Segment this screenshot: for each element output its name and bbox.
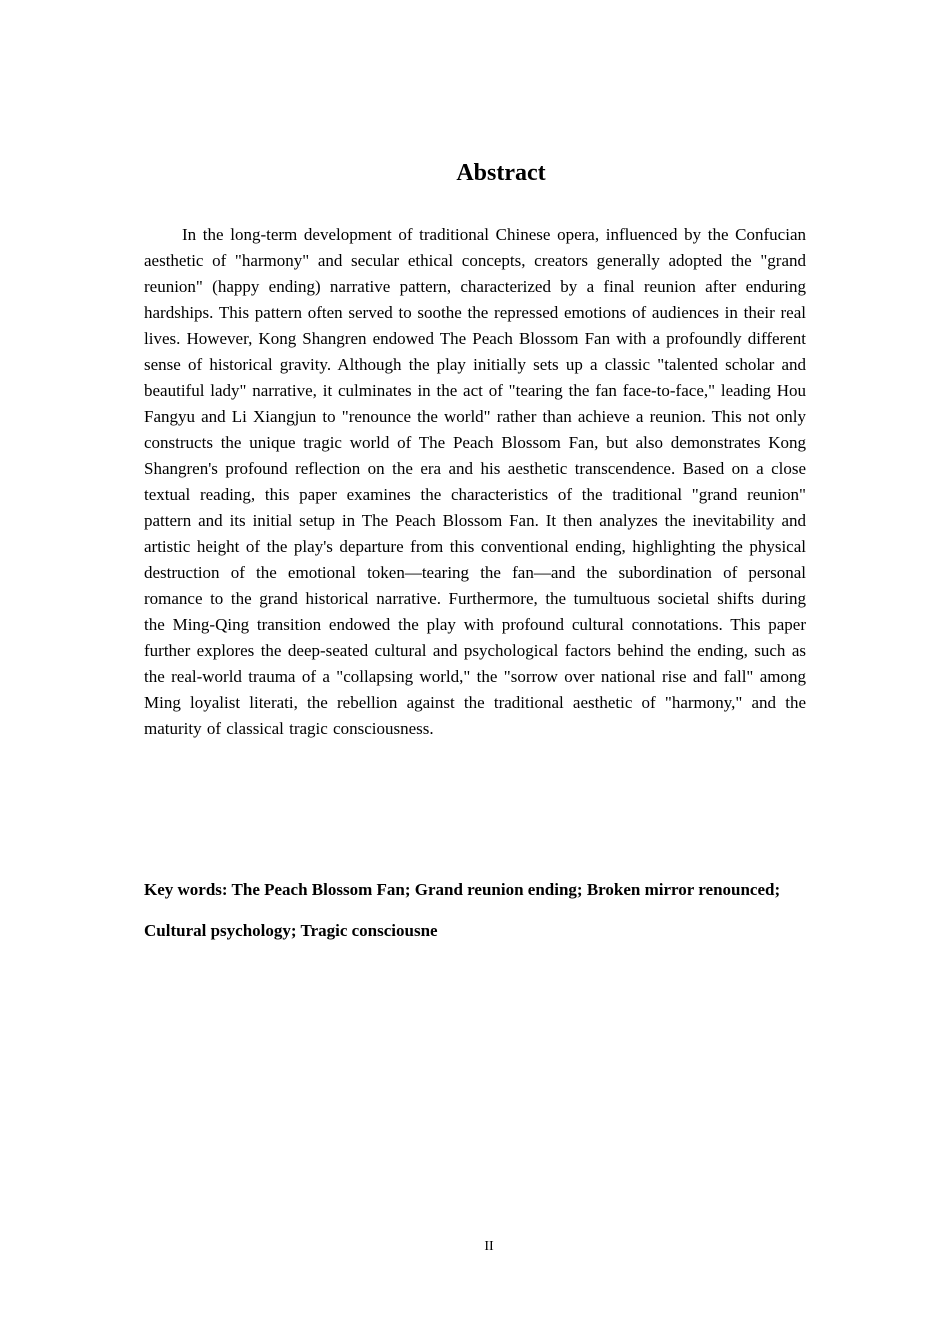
- keywords-section: [144, 869, 806, 951]
- abstract-title: Abstract: [456, 160, 546, 186]
- abstract-body: In the long-term development of traditional Chinese opera, influenced by the Confucian aesthetic of "harmony" and secular ethical concepts, creators generally adopted the "grand reunion" (happy ending) narrative pattern, characterized by a final reunion after enduring hardships. This pattern often served to soothe the repressed emotions of audiences in their real lives. However, Kong Shangren endowed The Peach Blossom Fan with a profoundly different sense of historical gravity. Although the play initially sets up a classic "talented scholar and beautiful lady" narrative, it culminates in the act of "tearing the fan face-to-face," leading Hou Fangyu and Li Xiangjun to "renounce the world" rather than achieve a reunion. This not only constructs the unique tragic world of The Peach Blossom Fan, but also demonstrates Kong Shangren's profound reflection on the era and his aesthetic transcendence. Based on a close textual reading, this paper examines the characteristics of the traditional "grand reunion" pattern and its initial setup in The Peach Blossom Fan. It then analyzes the inevitability and artistic height of the play's departure from this conventional ending, highlighting the physical destruction of the emotional token—tearing the fan—and the subordination of personal romance to the grand historical narrative. Furthermore, the tumultuous societal shifts during the Ming-Qing transition endowed the play with profound cultural connotations. This paper further explores the deep-seated cultural and psychological factors behind the ending, such as the real-world trauma of a "collapsing world," the "sorrow over national rise and fall" among Ming loyalist literati, the rebellion against the traditional aesthetic of "harmony," and the maturity of classical tragic consciousness.: [144, 225, 806, 738]
- page-number: II: [484, 1239, 494, 1254]
- keywords-label: Key words:: [144, 880, 228, 899]
- keywords-text: The Peach Blossom Fan; Grand reunion ending; Broken mirror renounced; Cultural psychology; Tragic consciousne: [144, 880, 781, 940]
